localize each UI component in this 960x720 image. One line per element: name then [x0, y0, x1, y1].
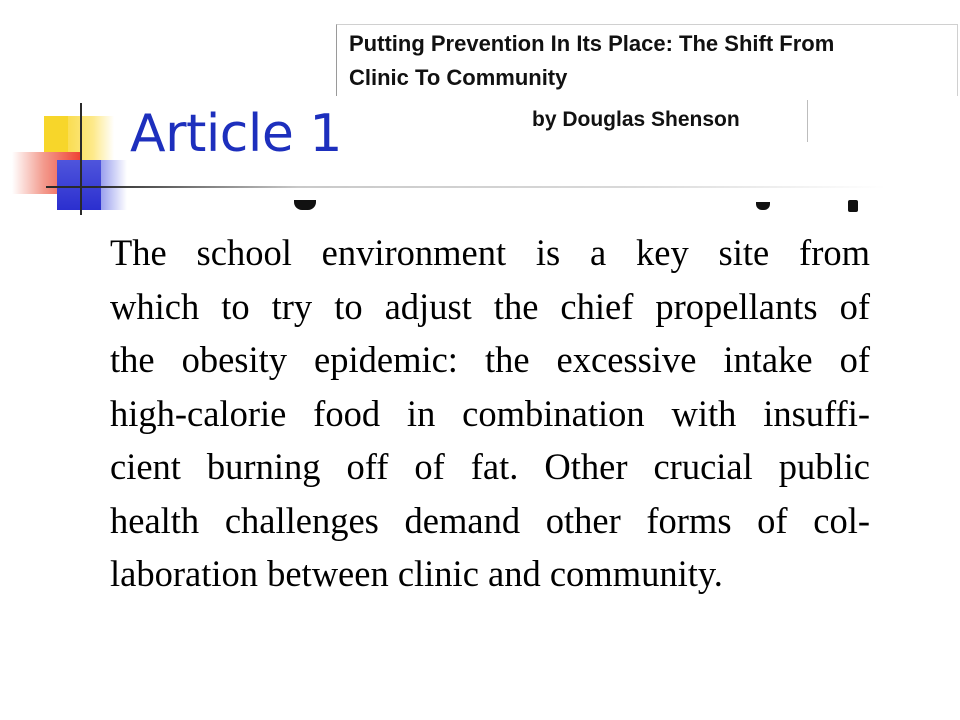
title-underline-rule	[46, 186, 886, 188]
slide-title: Article 1	[130, 104, 342, 164]
excerpt-line: laboration between clinic and community.	[110, 553, 723, 594]
article-author: by Douglas Shenson	[532, 108, 740, 131]
logo-yellow-accent	[44, 116, 68, 152]
article-header-clipping	[336, 24, 958, 96]
cut-off-line-fragment	[848, 200, 858, 212]
excerpt-line: the obesity epidemic: the excessive intake of	[110, 339, 870, 380]
article-title-line-2: Clinic To Community	[349, 65, 568, 90]
excerpt-line: The school environment is a key site from	[110, 232, 870, 273]
author-clipping	[520, 100, 808, 142]
article-excerpt	[110, 226, 870, 601]
article-title-line-1: Putting Prevention In Its Place: The Shift From	[349, 31, 835, 56]
cut-off-line-fragment	[294, 200, 316, 210]
logo-blue-block	[57, 160, 101, 210]
excerpt-line: which to try to adjust the chief propellants of	[110, 285, 870, 327]
logo-blue-fade	[101, 160, 127, 210]
cut-off-line-fragment	[756, 202, 770, 210]
logo-vertical-rule	[80, 103, 82, 215]
excerpt-line: high-calorie food in combination with insuffi-	[110, 392, 870, 434]
excerpt-line: health challenges demand other forms of col-	[110, 499, 870, 541]
excerpt-line: cient burning off of fat. Other crucial public	[110, 446, 870, 487]
